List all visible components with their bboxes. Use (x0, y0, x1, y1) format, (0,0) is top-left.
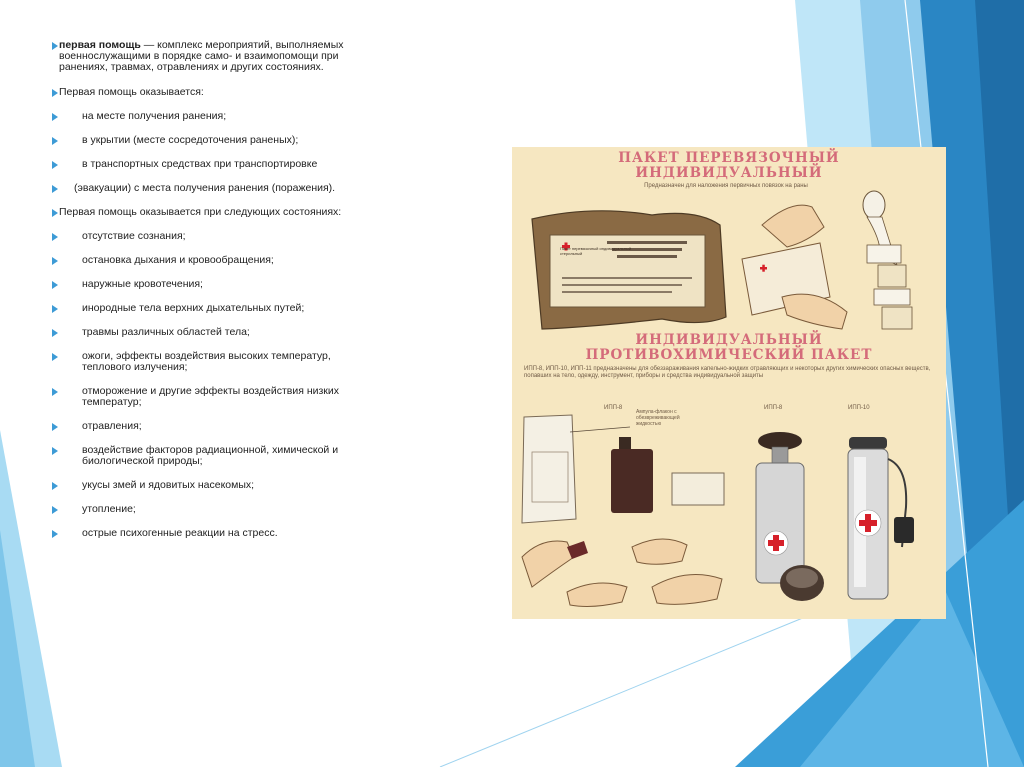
bullet-icon (52, 233, 58, 241)
poster-image (512, 147, 946, 619)
poster-illustrations-lower (512, 147, 946, 619)
content-text (52, 40, 382, 539)
condition-item: воздействие факторов радиационной, химической и биологической природы; (52, 445, 382, 467)
bullet-icon (52, 281, 58, 289)
definition-text: — комплекс мероприятий, выполняемых военнослужащими в порядке само- и взаимопомощи при ранениях, травмах, отравлениях и других состояниях. (59, 39, 344, 73)
poster-title-mid: ИНДИВИДУАЛЬНЫЙ (635, 332, 823, 348)
condition-item: наружные кровотечения; (52, 279, 382, 290)
where-item: на месте получения ранения; (52, 111, 382, 122)
bullet-icon (52, 423, 58, 431)
condition-item: утопление; (52, 504, 382, 515)
poster-title-top-2: ИНДИВИДУАЛЬНЫЙ (635, 165, 823, 181)
condition-item: острые психогенные реакции на стресс. (52, 528, 382, 539)
hands-applying-illustration (522, 539, 722, 606)
bandage-label: Пакет перевязочный индивидуальный стерильный (560, 246, 632, 256)
bullet-icon (52, 353, 58, 361)
where-heading: Первая помощь оказывается: (52, 87, 382, 98)
bullet-icon (52, 185, 58, 193)
bullet-icon (52, 257, 58, 265)
condition-item: ожоги, эффекты воздействия высоких температур, теплового излучения; (52, 351, 382, 373)
condition-item: укусы змей и ядовитых насекомых; (52, 480, 382, 491)
poster-title-top: ПАКЕТ ПЕРЕВЯЗОЧНЫЙ (618, 150, 840, 166)
bullet-icon (52, 305, 58, 313)
cotton-box-illustration (672, 473, 724, 505)
bullet-icon (52, 506, 58, 514)
bullet-icon (52, 447, 58, 455)
poster-title-mid-2: ПРОТИВОХИМИЧЕСКИЙ ПАКЕТ (585, 347, 873, 363)
condition-item: травмы различных областей тела; (52, 327, 382, 338)
where-item: в транспортных средствах при транспортировке (52, 159, 382, 170)
definition-term: первая помощь (59, 39, 141, 51)
condition-item: отравления; (52, 421, 382, 432)
where-item: в укрытии (месте сосредоточения раненых); (52, 135, 382, 146)
label-vial: Ампула-флакон с обезвреживающей жидкостью (636, 409, 680, 427)
poster-subtitle-mid: ИПП-8, ИПП-10, ИПП-11 предназначены для обеззараживания капельно-жидких отравляющих и некоторых других химических опасных веществ, попавших на тело, одежду, инструмент, приборы и средства индивидуальной защиты (524, 366, 931, 379)
definition-paragraph (52, 40, 382, 73)
bullet-icon (52, 42, 58, 50)
poster-subtitle-top: Предназначен для наложения первичных повязок на раны (644, 183, 808, 189)
canister-ipp10-illustration (848, 437, 914, 599)
bullet-icon (52, 388, 58, 396)
label-ipp8-mid: ИПП-8 (764, 405, 783, 411)
bullet-icon (52, 113, 58, 121)
condition-item: инородные тела верхних дыхательных путей; (52, 303, 382, 314)
label-ipp10: ИПП-10 (848, 405, 870, 411)
where-item: (эвакуации) с места получения ранения (поражения). (52, 183, 382, 194)
label-ipp8-left: ИПП-8 (604, 405, 623, 411)
condition-item: остановка дыхания и кровообращения; (52, 255, 382, 266)
bullet-icon (52, 137, 58, 145)
condition-item: отморожение и другие эффекты воздействия низких температур; (52, 386, 382, 408)
bullet-icon (52, 482, 58, 490)
bullet-icon (52, 530, 58, 538)
canister-ipp8-illustration (756, 432, 824, 601)
bullet-icon (52, 89, 58, 97)
bullet-icon (52, 161, 58, 169)
condition-item: отсутствие сознания; (52, 231, 382, 242)
bullet-icon (52, 329, 58, 337)
diagonal-line-2 (440, 615, 810, 767)
flask-illustration (611, 437, 653, 513)
bullet-icon (52, 209, 58, 217)
conditions-heading: Первая помощь оказывается при следующих состояниях: (52, 207, 382, 218)
